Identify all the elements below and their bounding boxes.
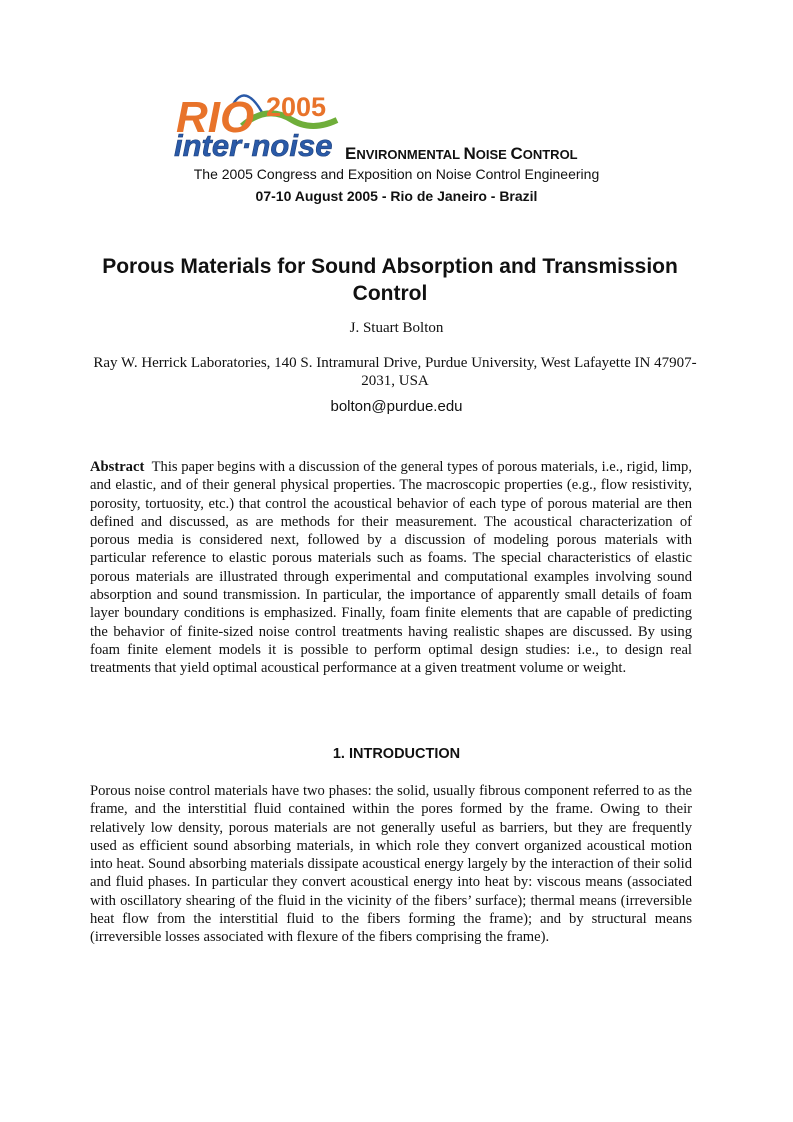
conference-subtitle: [0, 166, 793, 182]
inter-noise-2005-logo: [172, 76, 340, 162]
conference-name-rest-3: ONTROL: [522, 147, 578, 162]
author-affiliation: Ray W. Herrick Laboratories, 140 S. Intramural Drive, Purdue University, West Lafayette IN 47907-2031, USA: [93, 355, 697, 389]
author-email[interactable]: bolton@purdue.edu: [330, 398, 463, 415]
logo-year-text: 2005: [266, 92, 327, 122]
introduction-paragraph: Porous noise control materials have two phases: the solid, usually fibrous component referred to as the frame, and the interstitial fluid contained within the pores formed by the frame. Owing to their relatively low density, porous materials are not generally useful as barriers, but they are frequently used as efficient sound absorbing materials, in which role they convert organized acoustical motion into heat. Sound absorbing materials dissipate acoustical energy largely by the interaction of their solid and fluid phases. In particular they convert acoustical energy into heat by: viscous means (associated with oscillatory shearing of the fluid in the vicinity of the fibers’ surface); thermal means (irreversible heat flow from the interstitial fluid to the fibers forming the frame); and by structural means (irreversible losses associated with flexure of the fibers comprising the frame).: [90, 783, 692, 946]
section-heading-introduction: 1. INTRODUCTION: [332, 746, 461, 762]
conference-name: [345, 144, 578, 164]
logo-internoise-text: inter·noise: [174, 128, 333, 162]
logo-rio-text: RIO: [176, 93, 255, 142]
logo-graphic: [172, 76, 340, 162]
conference-subtitle-text: The 2005 Congress and Exposition on Noise Control Engineering: [193, 166, 600, 182]
paper-title: Porous Materials for Sound Absorption and Transmission Control: [102, 255, 678, 305]
conference-name-rest-2: OISE: [475, 147, 511, 162]
abstract: [90, 458, 692, 678]
conference-name-rest-1: NVIRONMENTAL: [356, 147, 464, 162]
abstract-text: This paper begins with a discussion of the general types of porous materials, i.e., rigid, limp, and elastic, and of their general physical properties. The macroscopic properties (e.g., flow resistivity, porosity, tortuosity, etc.) that control the acoustical behavior of each type of porous material are then defined and discussed, as are methods for their measurement. The acoustical characterization of porous media is considered next, followed by a discussion of modeling porous materials with particular reference to elastic porous materials such as foams. The special characteristics of elastic porous materials are illustrated through experimental and computational examples involving sound absorption and sound transmission. In particular, the importance of apparently small details of foam layer boundary conditions is emphasized. Finally, foam finite elements that are capable of predicting the behavior of finite-sized noise control treatments having realistic shapes are discussed. By using foam finite element models it is possible to perform optimal design studies: i.e., to design real treatments that yield optimal acoustical performance at a given treatment volume or weight.: [90, 459, 692, 677]
conference-name-cap-c: C: [510, 144, 523, 163]
conference-name-cap-e: E: [345, 144, 357, 163]
abstract-label: Abstract: [90, 459, 145, 475]
paper-author: J. Stuart Bolton: [349, 320, 444, 336]
conference-dates: 07-10 August 2005 - Rio de Janeiro - Brazil: [255, 188, 538, 204]
conference-name-cap-n: N: [463, 144, 476, 163]
